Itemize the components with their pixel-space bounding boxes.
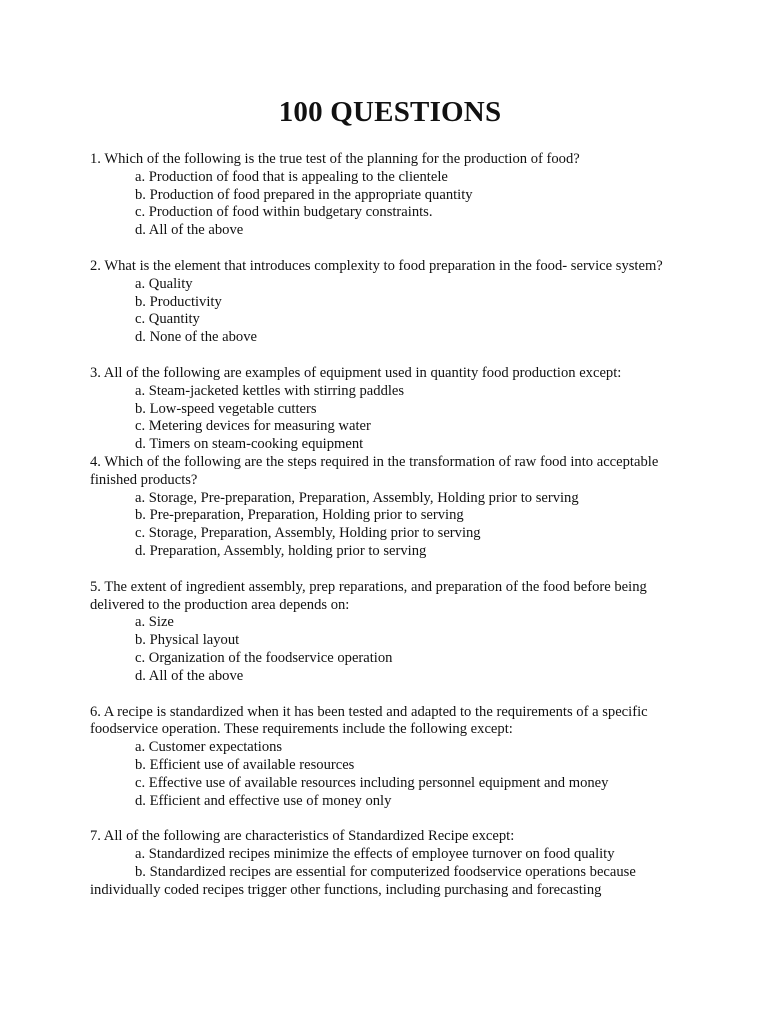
question-5 <box>90 579 690 686</box>
option-b: b. Pre-preparation, Preparation, Holding prior to serving <box>135 507 464 524</box>
option-c: c. Effective use of available resources including personnel equipment and money <box>135 774 609 791</box>
option-c: c. Quantity <box>135 311 200 328</box>
option-a: a. Customer expectations <box>135 739 283 756</box>
question-4 <box>90 454 690 561</box>
question-2 <box>90 258 690 347</box>
document-page <box>90 92 690 899</box>
option-c: c. Metering devices for measuring water <box>135 418 371 435</box>
question-3 <box>90 365 690 454</box>
option-d: d. All of the above <box>135 222 244 239</box>
question-text: 7. All of the following are characteristics of Standardized Recipe except: <box>90 828 515 845</box>
option-a: a. Quality <box>135 275 193 292</box>
question-text: 1. Which of the following is the true test of the planning for the production of food? <box>90 151 580 167</box>
option-a: a. Steam-jacketed kettles with stirring paddles <box>135 382 405 399</box>
option-a: a. Standardized recipes minimize the effects of employee turnover on food quality <box>135 846 615 863</box>
question-text: 2. What is the element that introduces complexity to food preparation in the food- service system? <box>90 257 663 274</box>
option-d: d. All of the above <box>135 667 244 684</box>
option-c: c. Organization of the foodservice operation <box>135 649 393 666</box>
question-1 <box>90 151 690 240</box>
question-text: 3. All of the following are examples of equipment used in quantity food production except: <box>90 364 622 381</box>
question-text: 5. The extent of ingredient assembly, prep reparations, and preparation of the food before being delivered to the production area depends on: <box>90 578 647 613</box>
option-d: d. None of the above <box>135 329 257 346</box>
option-b: b. Production of food prepared in the appropriate quantity <box>135 186 473 203</box>
document-title: 100 QUESTIONS <box>278 96 502 128</box>
question-7 <box>90 828 690 899</box>
question-text: 4. Which of the following are the steps required in the transformation of raw food into acceptable finished products? <box>90 453 659 488</box>
option-d: d. Efficient and effective use of money only <box>135 792 392 809</box>
option-a: a. Production of food that is appealing to the clientele <box>135 168 448 185</box>
option-d: d. Timers on steam-cooking equipment <box>135 436 364 453</box>
option-b: b. Low-speed vegetable cutters <box>135 400 317 417</box>
option-d: d. Preparation, Assembly, holding prior to serving <box>135 542 427 559</box>
option-b: b. Efficient use of available resources <box>135 756 355 773</box>
question-text: 6. A recipe is standardized when it has been tested and adapted to the requirements of a specific foodservice operation. These requirements include the following except: <box>90 703 648 738</box>
option-a: a. Size <box>135 614 174 631</box>
option-b: b. Standardized recipes are essential for computerized foodservice operations because individually coded recipes trigger other functions, including purchasing and forecasting <box>90 863 636 898</box>
option-c: c. Storage, Preparation, Assembly, Holding prior to serving <box>135 525 481 542</box>
option-b: b. Physical layout <box>135 632 240 649</box>
option-c: c. Production of food within budgetary constraints. <box>135 204 433 221</box>
option-b: b. Productivity <box>135 293 222 310</box>
question-6 <box>90 704 690 811</box>
option-a: a. Storage, Pre-preparation, Preparation, Assembly, Holding prior to serving <box>135 489 579 506</box>
